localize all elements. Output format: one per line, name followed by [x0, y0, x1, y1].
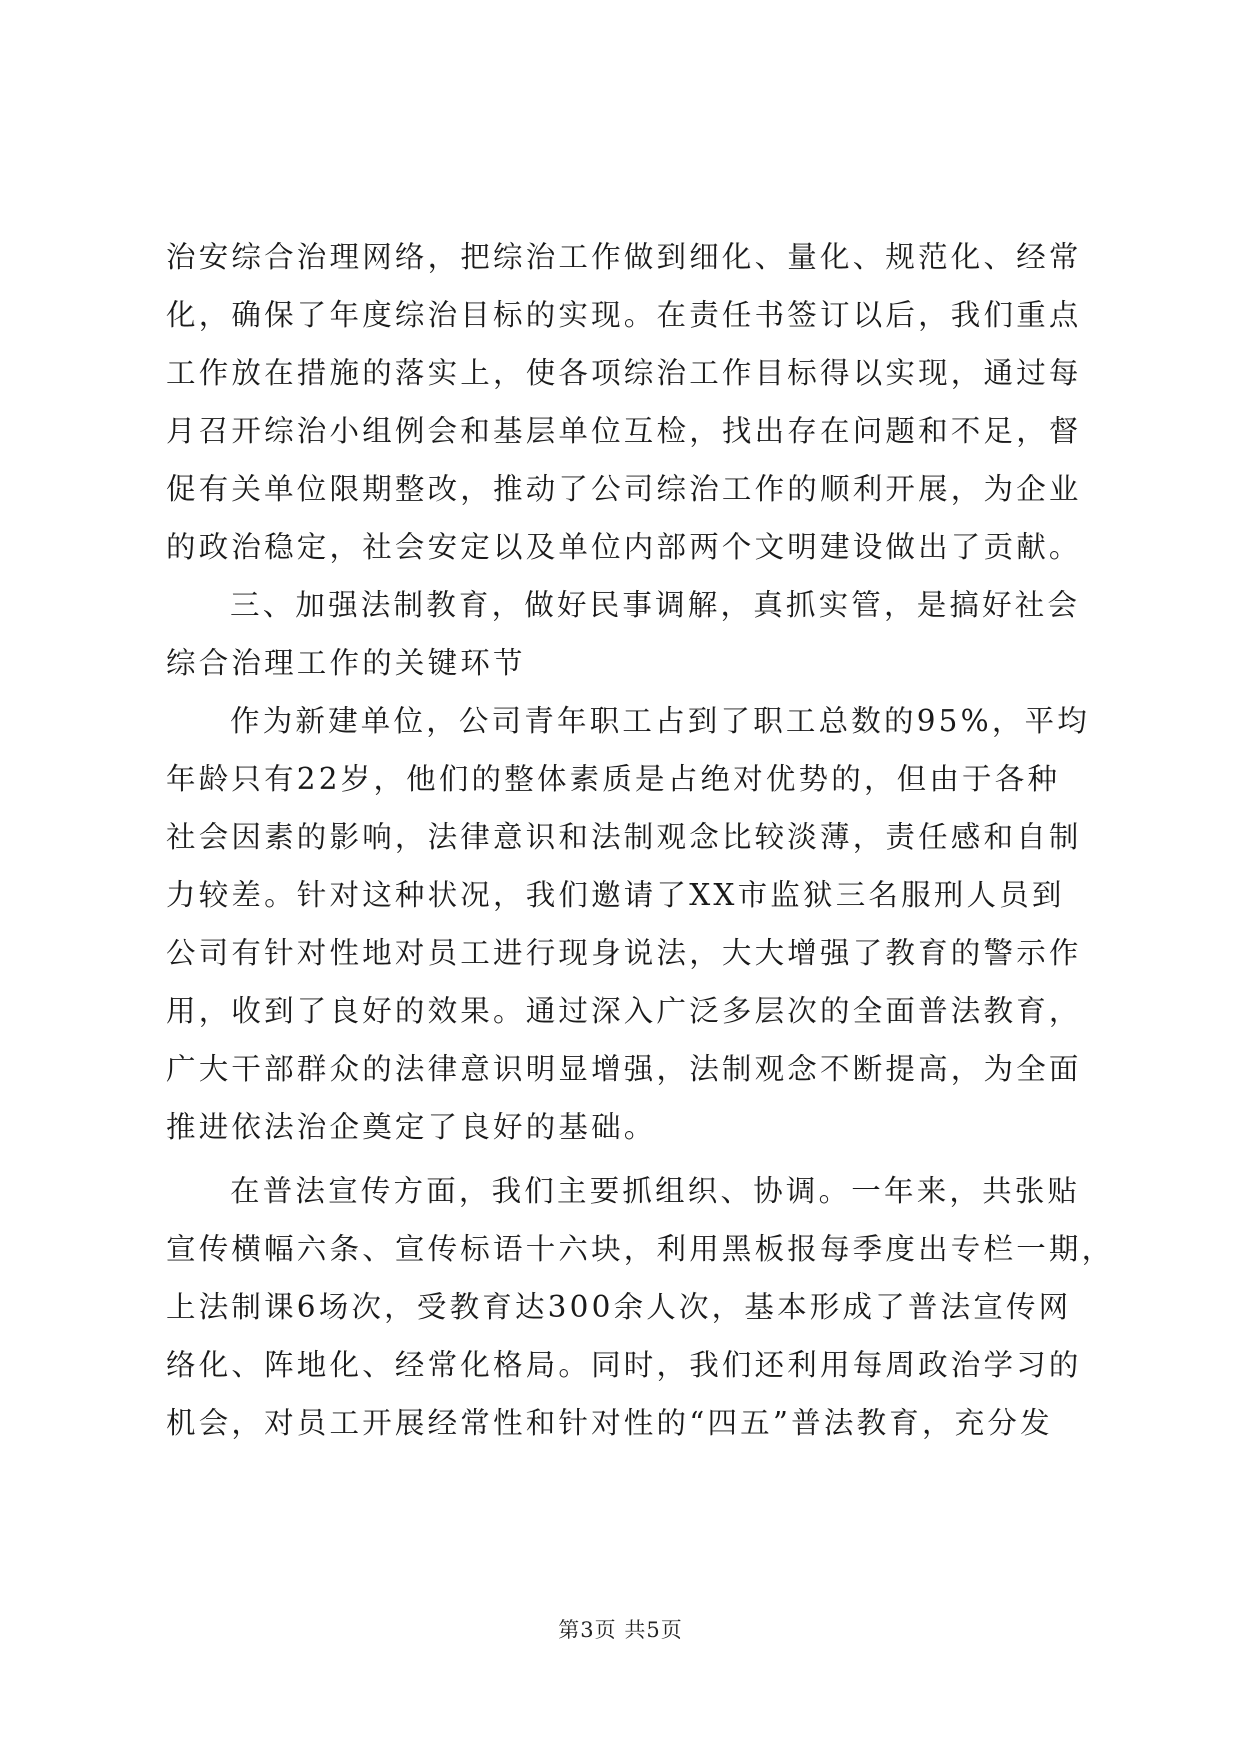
text-line: 工作放在措施的落实上，使各项综治工作目标得以实现，通过每: [166, 356, 1082, 390]
text-line: 力较差。针对这种状况，我们邀请了XX市监狱三名服刑人员到: [166, 878, 1065, 912]
text-line: 三、加强法制教育，做好民事调解，真抓实管，是搞好社会: [230, 588, 1081, 622]
text-line: 的政治稳定，社会安定以及单位内部两个文明建设做出了贡献。: [166, 530, 1082, 564]
text-line: 宣传横幅六条、宣传标语十六块，利用黑板报每季度出专栏一期，: [166, 1232, 1115, 1266]
text-line: 上法制课6场次，受教育达300余人次，基本形成了普法宣传网: [166, 1290, 1072, 1324]
text-line: 机会，对员工开展经常性和针对性的“四五”普法教育，充分发: [166, 1406, 1053, 1440]
paragraph: [166, 228, 1086, 576]
text-line: 年龄只有22岁，他们的整体素质是占绝对优势的，但由于各种: [166, 762, 1061, 796]
text-line: 促有关单位限期整改，推动了公司综治工作的顺利开展，为企业: [166, 472, 1082, 506]
paragraph: [166, 692, 1090, 1156]
text-line: 社会因素的影响，法律意识和法制观念比较淡薄，责任感和自制: [166, 820, 1082, 854]
text-line: 作为新建单位，公司青年职工占到了职工总数的95%，平均: [230, 704, 1090, 738]
text-line: 络化、阵地化、经常化格局。同时，我们还利用每周政治学习的: [166, 1348, 1082, 1382]
section-heading: [166, 576, 1086, 692]
text-line: 治安综合治理网络，把综治工作做到细化、量化、规范化、经常: [166, 240, 1082, 274]
page-number: 第3页 共5页: [558, 1618, 683, 1642]
text-line: 广大干部群众的法律意识明显增强，法制观念不断提高，为全面: [166, 1052, 1082, 1086]
text-line: 在普法宣传方面，我们主要抓组织、协调。一年来，共张贴: [230, 1174, 1081, 1208]
text-line: 月召开综治小组例会和基层单位互检，找出存在问题和不足，督: [166, 414, 1082, 448]
text-line: 用，收到了良好的效果。通过深入广泛多层次的全面普法教育，: [166, 994, 1082, 1028]
paragraph: [166, 1162, 1115, 1452]
text-line: 推进依法治企奠定了良好的基础。: [166, 1110, 657, 1144]
text-line: 综合治理工作的关键环节: [166, 646, 526, 680]
page-footer: [0, 1614, 1241, 1644]
text-line: 化，确保了年度综治目标的实现。在责任书签订以后，我们重点: [166, 298, 1082, 332]
text-line: 公司有针对性地对员工进行现身说法，大大增强了教育的警示作: [166, 936, 1082, 970]
body-text: [166, 228, 1115, 1452]
